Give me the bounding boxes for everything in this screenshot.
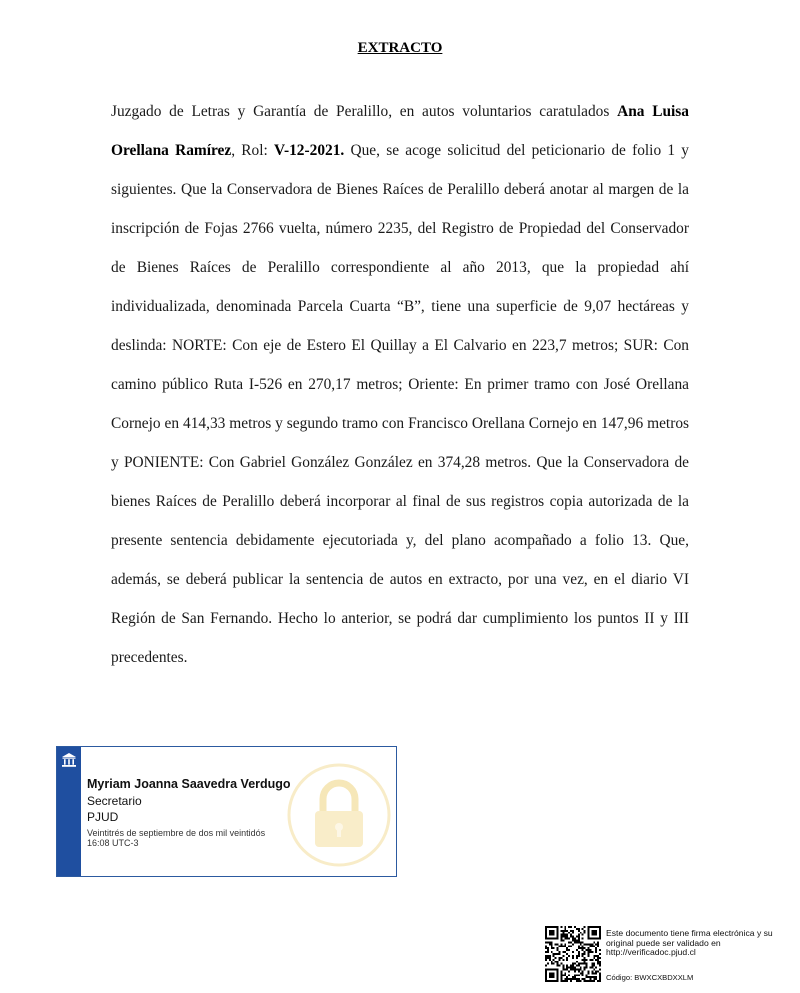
signature-bar [57, 747, 81, 876]
signer-organization: PJUD [87, 810, 119, 824]
case-rol: V-12-2021. [274, 142, 345, 159]
signer-role: Secretario [87, 794, 142, 808]
courthouse-icon [61, 752, 77, 768]
verification-code: Código: BWXCXBDXXLM [606, 973, 694, 982]
party-name: Ana Luisa Orellana Ramírez [111, 103, 689, 159]
body-part-3: Que, se acoge solicitud del peticionario de folio 1 y siguientes. Que la Conservadora de Bienes Raíces de Peralillo deberá anotar al margen de la inscripción de Fojas 2766 vuelta, número 2235, del Registro de Propiedad del Conservador de Bienes Raíces de Peralillo correspondiente al año 2013, que la propiedad ahí individualizada, denominada Parcela Cuarta “B”, tiene una superficie de 9,07 hectáreas y deslinda: NORTE: Con eje de Estero El Quillay a El Calvario en 223,7 metros; SUR: Con camino público Ruta I-526 en 270,17 metros; Oriente: En primer tramo con José Orellana Cornejo en 414,33 metros y segundo tramo con Francisco Orellana Cornejo en 147,96 metros y PONIENTE: Con Gabriel González González en 374,28 metros. Que la Conservadora de bienes Raíces de Peralillo deberá incorporar al final de sus registros copia autorizada de la presente sentencia debidamente ejecutoriada y, del plano acompañado a folio 13. Que, además, se deberá publicar la sentencia de autos en extracto, por una vez, en el diario VI Región de San Fernando. Hecho lo anterior, se podrá dar cumplimiento los puntos II y III precedentes. [111, 142, 689, 666]
lock-icon [285, 761, 393, 869]
signature-date: Veintitrés de septiembre de dos mil veintidós [87, 828, 266, 838]
signature-time: 16:08 UTC-3 [87, 838, 139, 848]
document-body [111, 92, 689, 677]
signer-name: Myriam Joanna Saavedra Verdugo [87, 777, 291, 791]
document-title: EXTRACTO [357, 40, 443, 56]
body-part-1: Juzgado de Letras y Garantía de Peralillo, en autos voluntarios caratulados [111, 103, 618, 120]
qr-code-icon[interactable] [545, 926, 601, 982]
verification-notice: Este documento tiene firma electrónica y su original puede ser validado en http://verificadoc.pjud.cl [606, 928, 773, 957]
body-part-2: , Rol: [231, 142, 275, 159]
signature-box [56, 746, 397, 877]
